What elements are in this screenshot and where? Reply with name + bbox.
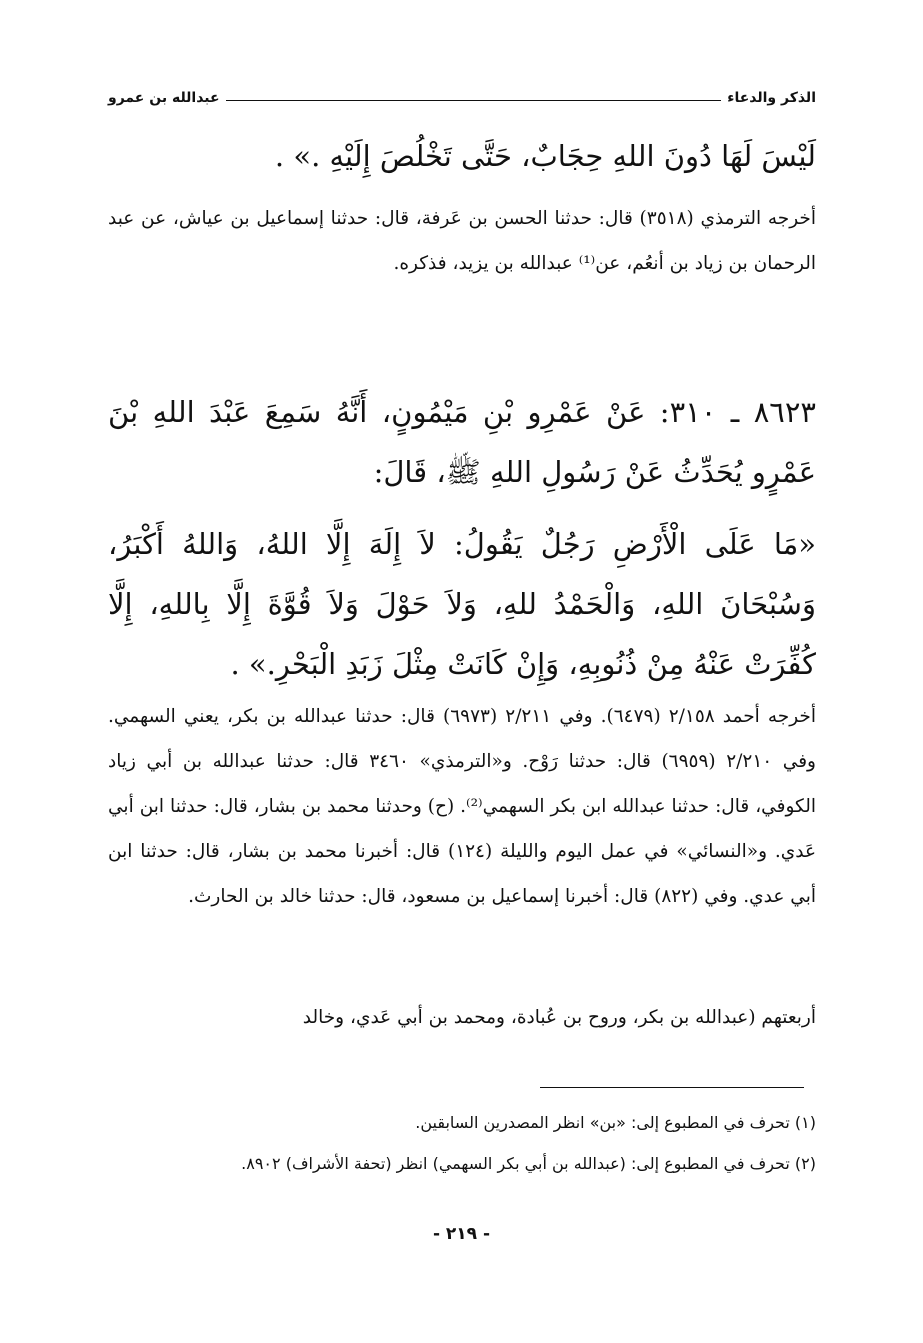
page-number: - ٢١٩ - xyxy=(432,1224,491,1244)
header-rule xyxy=(226,100,722,101)
hadith-isnad: ٨٦٢٣ ـ ٣١٠: عَنْ عَمْرِو بْنِ مَيْمُونٍ، أَنَّهُ سَمِعَ عَبْدَ اللهِ بْنَ عَمْرٍو يُحَدِّثُ عَنْ رَسُولِ اللهِ ﷺ، قَالَ: xyxy=(108,395,816,489)
footnote-separator xyxy=(540,1087,804,1088)
takhrij-paragraph-1: أخرجه الترمذي (٣٥١٨) قال: حدثنا الحسن بن عَرفة، قال: حدثنا إسماعيل بن عياش، عن عبد الرحمان بن زياد بن أنعُم، عن⁽¹⁾ عبدالله بن يزيد، فذكره. xyxy=(108,208,816,274)
takhrij-paragraph-2: أخرجه أحمد ٢/١٥٨ (٦٤٧٩). وفي ٢/٢١١ (٦٩٧٣) قال: حدثنا عبدالله بن بكر، يعني السهمي. وفي ٢/٢١٠ (٦٩٥٩) قال: حدثنا رَوْح. و«الترمذي» ٣٤٦٠ قال: حدثنا عبدالله بن أبي زياد الكوفي، قال: حدثنا عبدالله ابن بكر السهمي⁽²⁾. (ح) وحدثنا محمد بن بشار، قال: حدثنا ابن أبي عَدي. و«النسائي» في عمل اليوم والليلة (١٢٤) قال: أخبرنا محمد بن بشار، قال: حدثنا ابن أبي عدي. وفي (٨٢٢) قال: أخبرنا إسماعيل بن مسعود، قال: حدثنا خالد بن الحارث. xyxy=(108,706,817,907)
hadith-matn: «مَا عَلَى الْأَرْضِ رَجُلٌ يَقُولُ: لاَ إِلَهَ إِلَّا اللهُ، وَاللهُ أَكْبَرُ، وَسُبْحَانَ اللهِ، وَالْحَمْدُ للهِ، وَلاَ حَوْلَ وَلاَ قُوَّةَ إِلَّا بِاللهِ، إِلَّا كُفِّرَتْ عَنْهُ مِنْ ذُنُوبِهِ، وَإِنْ كَانَتْ مِثْلَ زَبَدِ الْبَحْرِ.» . xyxy=(108,527,816,681)
footnote-2: (٢) تحرف في المطبوع إلى: (عبدالله بن أبي بكر السهمي) انظر (تحفة الأشراف) ٨٩٠٢. xyxy=(241,1154,816,1173)
header-chapter-title: الذكر والدعاء xyxy=(727,90,816,106)
running-header xyxy=(108,86,816,110)
hadith-continuation: لَيْسَ لَهَا دُونَ اللهِ حِجَابٌ، حَتَّى تَخْلُصَ إِلَيْهِ .» . xyxy=(274,139,816,173)
footnote-1: (١) تحرف في المطبوع إلى: «بن» انظر المصدرين السابقين. xyxy=(415,1113,816,1132)
takhrij-paragraph-3: أربعتهم (عبدالله بن بكر، وروح بن عُبادة، ومحمد بن أبي عَدي، وخالد xyxy=(302,1007,816,1028)
header-section-title: عبدالله بن عمرو xyxy=(108,90,220,106)
